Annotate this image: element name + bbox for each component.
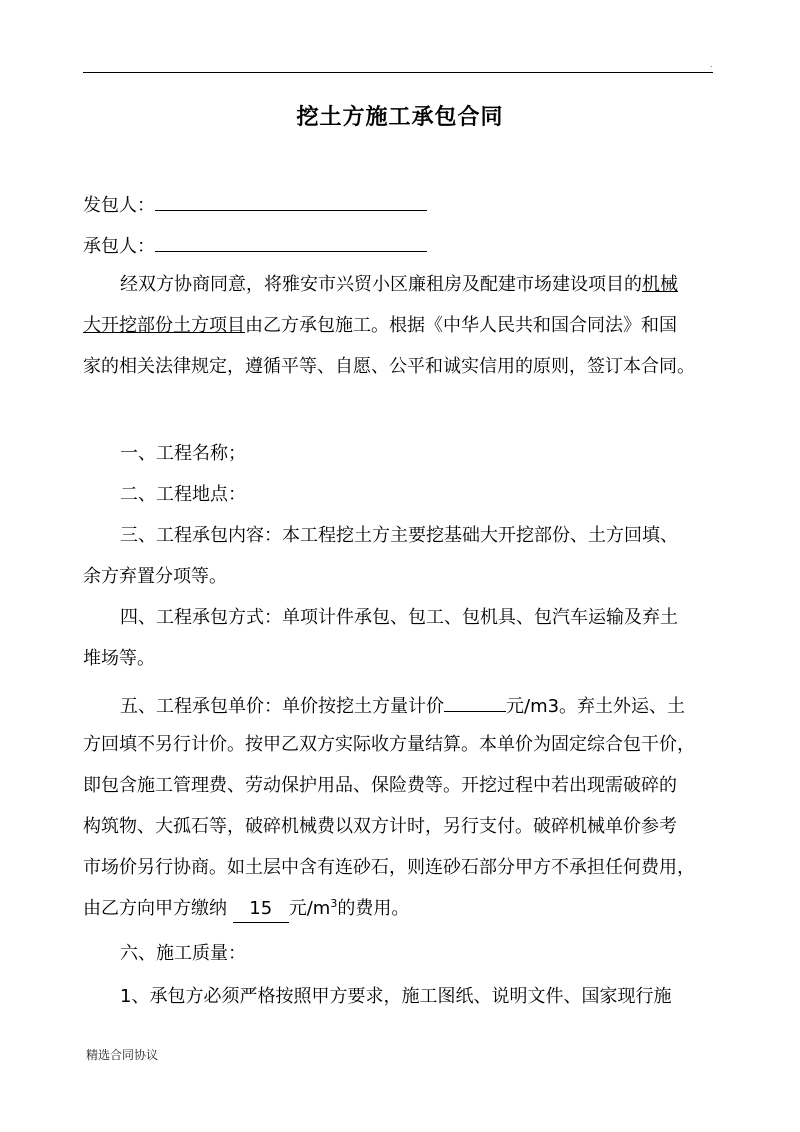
section-2: 二、工程地点： bbox=[120, 484, 246, 505]
section-1: 一、工程名称； bbox=[120, 443, 246, 464]
party-b-label: 承包人： bbox=[83, 236, 155, 257]
section-4-line-1: 四、工程承包方式：单项计件承包、包工、包机具、包汽车运输及弃土 bbox=[120, 607, 678, 628]
section-3-line-2: 余方弃置分项等。 bbox=[83, 566, 227, 587]
section-5-line-6 bbox=[83, 896, 409, 923]
section-5-line-1 bbox=[120, 691, 685, 720]
document-title: 挖土方施工承包合同 bbox=[296, 105, 504, 130]
unit-price-blank[interactable] bbox=[444, 691, 506, 712]
section-5-line-5: 市场价另行协商。如土层中含有连砂石，则连砂石部分甲方不承担任何费用， bbox=[83, 857, 695, 878]
section-5-line-2: 方回填不另行计价。按甲乙双方实际收方量结算。本单价为固定综合包干价， bbox=[83, 734, 695, 755]
party-b-line bbox=[83, 231, 427, 260]
page-footer: 精选合同协议 bbox=[86, 1048, 159, 1062]
fee-value: 15 bbox=[233, 896, 289, 923]
section-3-line-1: 三、工程承包内容：本工程挖土方主要挖基础大开挖部份、土方回填、 bbox=[120, 525, 678, 546]
section-6: 六、施工质量： bbox=[120, 943, 246, 964]
section-5-text: 五、工程承包单价：单价按挖土方量计价 bbox=[120, 696, 444, 717]
intro-underlined-text: 大开挖部份土方项目 bbox=[83, 315, 245, 336]
section-5-text: 元/m3。弃土外运、土 bbox=[506, 696, 686, 717]
fee-unit: 元/m bbox=[288, 898, 331, 919]
intro-line-1 bbox=[120, 272, 678, 298]
section-5-text: 由乙方向甲方缴纳 bbox=[83, 898, 227, 919]
section-4-line-2: 堆场等。 bbox=[83, 648, 155, 669]
section-5-text: 的费用。 bbox=[337, 898, 410, 919]
header-dot: . bbox=[710, 60, 713, 69]
intro-text: 经双方协商同意，将雅安市兴贸小区廉租房及配建市场建设项目的 bbox=[120, 274, 642, 295]
section-5-line-4: 构筑物、大孤石等，破碎机械费以双方计时，另行支付。破碎机械单价参考 bbox=[83, 816, 677, 837]
intro-line-2 bbox=[83, 313, 677, 339]
fee-unit-exponent: 3 bbox=[330, 897, 338, 910]
intro-line-3: 家的相关法律规定，遵循平等、自愿、公平和诚实信用的原则，签订本合同。 bbox=[83, 356, 695, 377]
party-a-label: 发包人： bbox=[83, 195, 155, 216]
section-6-item-1: 1、承包方必须严格按照甲方要求，施工图纸、说明文件、国家现行施 bbox=[120, 986, 672, 1007]
party-a-blank[interactable] bbox=[155, 190, 427, 211]
intro-text: 由乙方承包施工。根据《中华人民共和国合同法》和国 bbox=[245, 315, 677, 336]
party-a-line bbox=[83, 190, 427, 219]
intro-underlined-text: 机械 bbox=[642, 274, 678, 295]
party-b-blank[interactable] bbox=[155, 231, 427, 252]
section-5-line-3: 即包含施工管理费、劳动保护用品、保险费等。开挖过程中若出现需破碎的 bbox=[83, 775, 677, 796]
header-rule bbox=[83, 72, 713, 73]
